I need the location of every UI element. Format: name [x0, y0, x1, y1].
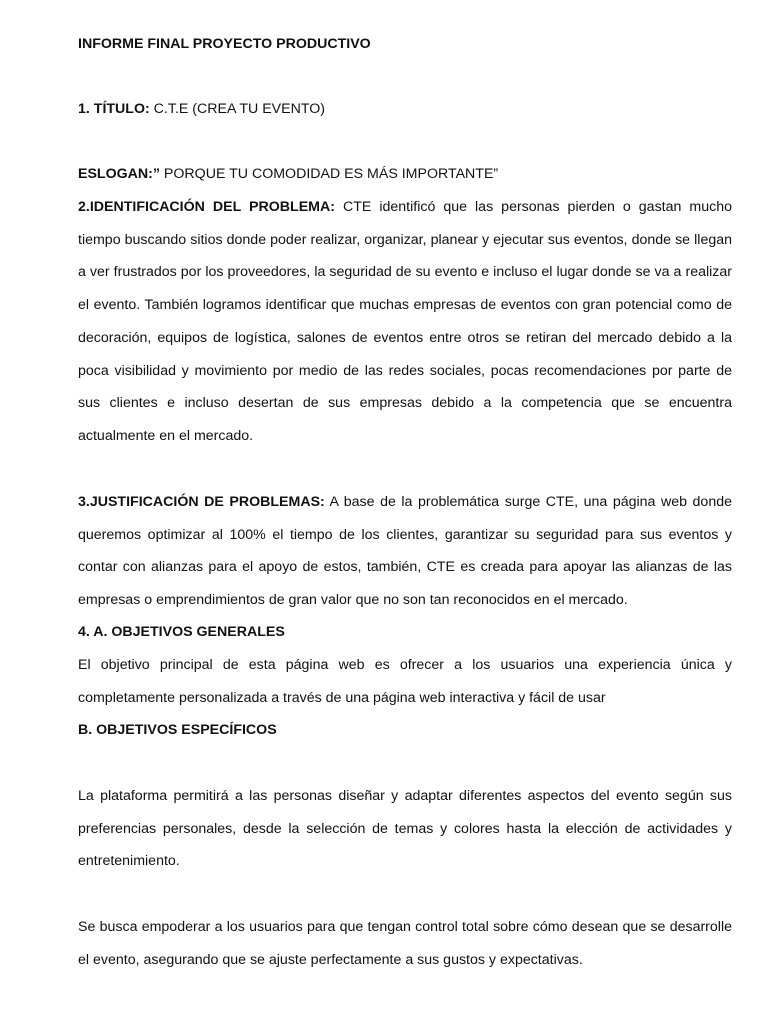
justification-paragraph	[78, 486, 732, 617]
problem-label: 2.IDENTIFICACIÓN DEL PROBLEMA:	[78, 199, 335, 215]
general-objectives-heading: 4. A. OBJETIVOS GENERALES	[78, 624, 285, 640]
slogan-value: PORQUE TU COMODIDAD ES MÁS IMPORTANTE”	[159, 166, 499, 182]
problem-text: CTE identificó que las personas pierden o gastan mucho tiempo buscando sitios donde poder realizar, organizar, planear y ejecutar sus eventos, donde se llegan a ver frustrados por los proveedores, la seguridad de su evento e incluso el lugar donde se va a realizar el evento. También logramos identificar que muchas empresas de eventos con gran potencial como de decoración, equipos de logística, salones de eventos entre otros se retiran del mercado debido a la poca visibilidad y movimiento por medio de las redes sociales, pocas recomendaciones por parte de sus clientes e incluso desertan de sus empresas debido a la competencia que se encuentra actualmente en el mercado.	[78, 199, 732, 444]
document-heading: INFORME FINAL PROYECTO PRODUCTIVO	[78, 36, 371, 52]
title-label: 1. TÍTULO:	[78, 101, 150, 117]
specific-objectives-paragraph-2: Se busca empoderar a los usuarios para que tengan control total sobre cómo desean que se desarrolle el evento, asegurando que se ajuste perfectamente a sus gustos y expectativas.	[78, 919, 732, 968]
title-line	[78, 93, 732, 126]
specific-objectives-paragraph-1: La plataforma permitirá a las personas diseñar y adaptar diferentes aspectos del evento según sus preferencias personales, desde la selección de temas y colores hasta la elección de actividades y entretenimiento.	[78, 788, 732, 870]
specific-objectives-heading: B. OBJETIVOS ESPECÍFICOS	[78, 722, 277, 738]
justification-text: A base de la problemática surge CTE, una página web donde queremos optimizar al 100% el tiempo de los clientes, garantizar su seguridad para sus eventos y contar con alianzas para el apoyo de estos, también, CTE es creada para apoyar las alianzas de las empresas o emprendimientos de gran valor que no son tan reconocidos en el mercado.	[78, 494, 732, 609]
title-value: C.T.E (CREA TU EVENTO)	[149, 101, 326, 117]
justification-label: 3.JUSTIFICACIÓN DE PROBLEMAS:	[78, 494, 325, 510]
general-objectives-paragraph: El objetivo principal de esta página web es ofrecer a los usuarios una experiencia única y completamente personalizada a través de una página web interactiva y fácil de usar	[78, 657, 732, 706]
slogan-label: ESLOGAN:”	[78, 166, 160, 182]
problem-paragraph	[78, 191, 732, 453]
slogan-line	[78, 158, 732, 191]
